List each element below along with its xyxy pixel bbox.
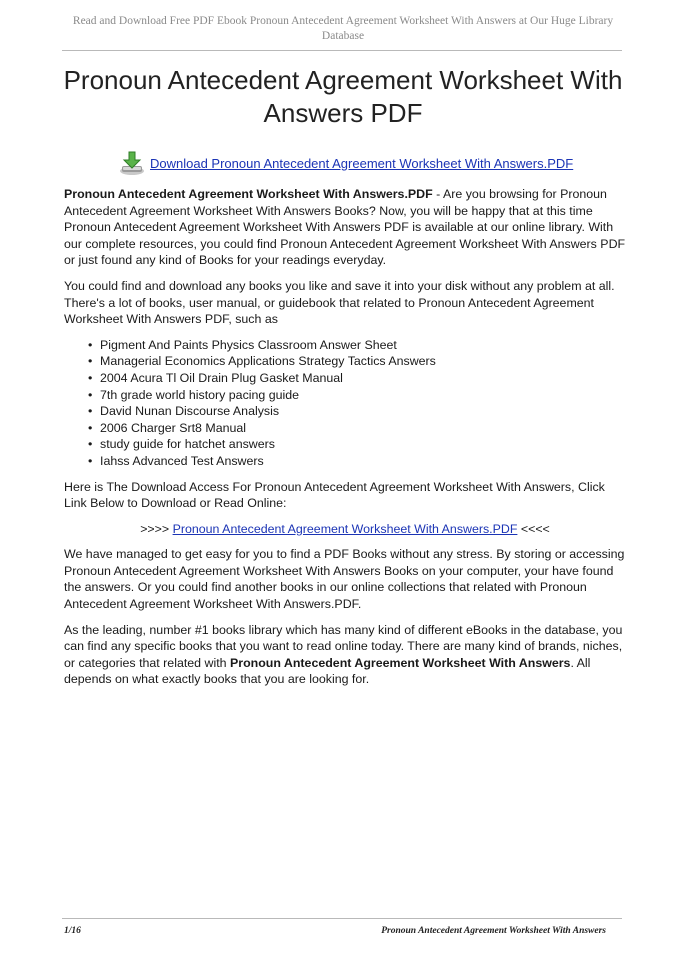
footer-divider: [62, 918, 622, 919]
paragraph-leading-bold: Pronoun Antecedent Agreement Worksheet With Answers: [230, 655, 571, 670]
list-item: • 2006 Charger Srt8 Manual: [88, 420, 626, 437]
intro-paragraph: [64, 186, 626, 269]
list-item: • 2004 Acura Tl Oil Drain Plug Gasket Manual: [88, 370, 626, 387]
list-item: • Pigment And Paints Physics Classroom Answer Sheet: [88, 337, 626, 354]
download-pdf-link[interactable]: Download Pronoun Antecedent Agreement Worksheet With Answers.PDF: [150, 155, 574, 171]
list-item: • 7th grade world history pacing guide: [88, 387, 626, 404]
read-online-line: [64, 521, 626, 538]
paragraph-leading-text: As the leading, number #1 books library which has many kind of different eBooks in the database, you can find any specific books that you want to read online today. There are many kind of brands, niches, or categories that related with: [64, 622, 623, 670]
intro-bold-lead: Pronoun Antecedent Agreement Worksheet With Answers.PDF: [64, 187, 433, 201]
download-access-paragraph: Here is The Download Access For Pronoun Antecedent Agreement Worksheet With Answers, Click Link Below to Download or Read Online:: [64, 479, 605, 511]
paragraph-storing: We have managed to get easy for you to find a PDF Books without any stress. By storing or accessing Pronoun Antecedent Agreement Worksheet With Answers Books on your computer, your have found the answers. Or you could find another books in our online collections that related with Pronoun Antecedent Agreement Worksheet With Answers.PDF.: [64, 547, 625, 612]
read-online-link[interactable]: Pronoun Antecedent Agreement Worksheet With Answers.PDF: [172, 521, 518, 536]
related-books-list: [64, 337, 626, 470]
list-item: • David Nunan Discourse Analysis: [88, 403, 626, 420]
download-row: [118, 150, 573, 176]
intro-text: - Are you browsing for Pronoun Antecedent Agreement Worksheet With Answers Books? Now, you will be happy that at this time Pronoun Antecedent Agreement Worksheet With Answers PDF is available at our online library. With our complete resources, you could find Pronoun Antecedent Agreement Worksheet With Answers PDF or just found any kind of Books for your readings everyday.: [64, 187, 626, 268]
list-item: • study guide for hatchet answers: [88, 436, 626, 453]
list-item: • Managerial Economics Applications Strategy Tactics Answers: [88, 353, 626, 370]
document-body: [64, 186, 626, 697]
footer-title: Pronoun Antecedent Agreement Worksheet With Answers: [381, 926, 606, 936]
paragraph-related-books: You could find and download any books you like and save it into your disk without any problem at all. There's a lot of books, user manual, or guidebook that related to Pronoun Antecedent Agreement Worksheet With Answers PDF, such as: [64, 278, 615, 327]
read-online-prefix: >>>>: [140, 521, 173, 536]
paragraph-leading-library: [64, 622, 626, 688]
page-number: 1/16: [64, 926, 81, 936]
read-online-suffix: <<<<: [517, 521, 550, 536]
list-item: • Iahss Advanced Test Answers: [88, 453, 626, 470]
download-arrow-icon: [118, 150, 146, 176]
document-title: Pronoun Antecedent Agreement Worksheet With Answers PDF: [63, 65, 623, 128]
header-divider: [62, 50, 622, 51]
page-header: Read and Download Free PDF Ebook Pronoun Antecedent Agreement Worksheet With Answers at Our Huge Library Database: [72, 15, 614, 42]
paragraph-leading-tail: . All depends on what exactly books that you are looking for.: [64, 655, 591, 687]
